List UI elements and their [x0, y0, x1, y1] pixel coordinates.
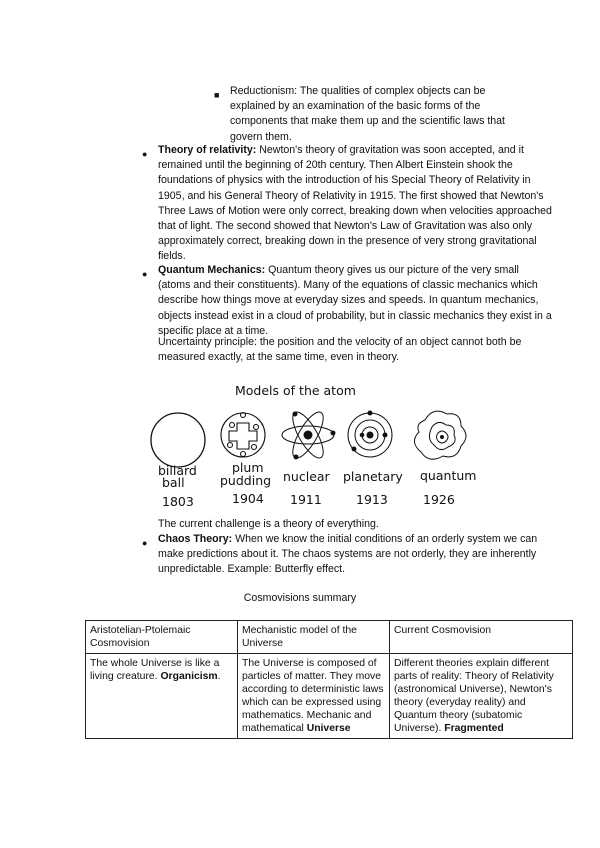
bullet-icon: ● — [142, 149, 148, 159]
reductionism-text: Reductionism: The qualities of complex objects can be explained by an examination of the basic forms of the components that make them up and the scientific laws that govern them. — [230, 85, 505, 143]
table-cell — [390, 654, 573, 739]
model-year-5: 1926 — [423, 492, 455, 507]
nuclear-drawing — [282, 408, 335, 462]
quantum-heading: Quantum Mechanics: — [158, 264, 266, 276]
plum-pudding-drawing — [221, 413, 265, 458]
uncertainty-text: Uncertainty principle: the position and the velocity of an object cannot both be measured exactly, at the same time, even in theory. — [158, 336, 522, 364]
model-year-4: 1913 — [356, 492, 388, 507]
relativity-heading: Theory of relativity: — [158, 144, 257, 156]
table-header-cell: Current Cosmovision — [390, 621, 573, 654]
relativity-paragraph — [158, 143, 554, 265]
quantum-paragraph — [158, 263, 554, 339]
model-sublabel-2: pudding — [220, 473, 272, 488]
planetary-drawing — [348, 411, 392, 457]
table-header-row — [86, 621, 573, 654]
model-year-3: 1911 — [290, 492, 322, 507]
cosmovisions-table — [85, 620, 573, 739]
cell-bold-text: Fragmented — [444, 723, 504, 734]
model-year-2: 1904 — [232, 491, 264, 506]
cell-text: The whole Universe is like a living creature. — [90, 658, 220, 682]
bullet-icon: ● — [142, 538, 148, 548]
square-bullet-icon: ■ — [214, 90, 220, 100]
table-header-cell: Mechanistic model of the Universe — [238, 621, 390, 654]
model-year-1: 1803 — [162, 494, 194, 509]
chaos-text: When we know the initial conditions of an orderly system we can make predictions about it. The chaos systems are not orderly, they are inherently unpredictable. Example: Butterfly effect. — [158, 533, 538, 576]
chaos-heading: Chaos Theory: — [158, 533, 233, 545]
model-label-3: nuclear — [283, 469, 330, 484]
model-label-1: billard — [158, 463, 197, 478]
model-label-4: planetary — [343, 469, 403, 484]
cell-bold-text: Organicism — [160, 671, 218, 682]
table-header-cell: Aristotelian-Ptolemaic Cosmovision — [86, 621, 238, 654]
table-row — [86, 654, 573, 739]
atom-models-figure — [140, 375, 480, 515]
chaos-paragraph — [158, 532, 554, 578]
quantum-text: Quantum theory gives us our picture of the very small (atoms and their constituents). Many of the equations of classic mechanics which describe how things move at everyday sizes and speeds. In quantum mechanics, objects instead exist in a cloud of probability, but in classic mechanics they exist in a specific place at a time. — [158, 264, 552, 337]
figure-title: Models of the atom — [235, 383, 356, 398]
current-challenge-text: The current challenge is a theory of everything. — [158, 518, 379, 530]
billard-ball-drawing — [151, 413, 205, 467]
bullet-icon: ● — [142, 269, 148, 279]
relativity-text: Newton's theory of gravitation was soon accepted, and it remained until the beginning of 20th century. Then Albert Einstein shook the foundations of physics with the introduction of his Special Theory of Relativity in 1905, and his General Theory of Relativity in 1915. The first showed that Newton's Three Laws of Motion were only correct, breaking down when velocities approached that of light. The second showed that Newton's Law of Gravitation was also only approximately correct, breaking down in the presence of very strong gravitational fields. — [158, 144, 552, 263]
table-cell — [238, 654, 390, 739]
summary-caption: Cosmovisions summary — [243, 592, 357, 604]
model-sublabel-1: ball — [162, 475, 185, 490]
model-label-2: plum — [232, 460, 264, 475]
quantum-drawing — [414, 411, 466, 459]
model-label-5: quantum — [420, 468, 477, 483]
cell-bold-text: Universe — [306, 723, 351, 734]
cell-text: Different theories explain different parts of reality: Theory of Relativity (astronomical Universe), Newton's theory (everyday reality) and Quantum theory (subatomic Universe). — [394, 658, 554, 734]
cell-text: . — [217, 671, 221, 682]
cell-text: The Universe is composed of particles of matter. They move according to deterministic laws which can be expressed using mathematics. Mechanic and mathematical — [242, 658, 384, 734]
table-cell — [86, 654, 238, 739]
